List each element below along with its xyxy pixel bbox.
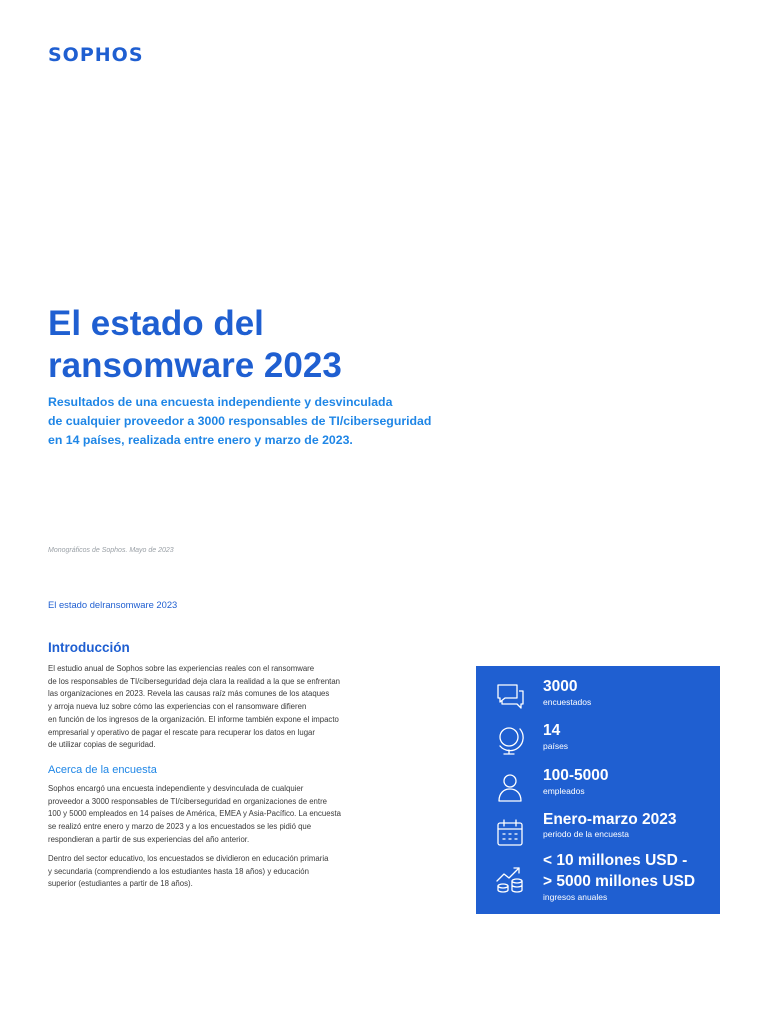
stat-value: Enero-marzo 2023	[543, 811, 677, 828]
stat-label: encuestados	[543, 697, 592, 707]
text-line: se realizó entre enero y marzo de 2023 y a los encuestados se les pidió que	[48, 822, 312, 832]
text-line: de utilizar copias de seguridad.	[48, 740, 156, 750]
title-line: ransomware 2023	[48, 346, 342, 385]
text-line: Dentro del sector educativo, los encuestados se dividieron en educación primaria	[48, 854, 329, 863]
text-line: y secundaria (comprendiendo a los estudiantes hasta 18 años) y educación	[48, 866, 309, 876]
text-line: superior (estudiantes a partir de 18 años).	[48, 879, 193, 889]
page-title	[48, 303, 568, 387]
stat-value: 14	[543, 722, 561, 739]
stat-label: ingresos anuales	[543, 892, 608, 902]
stats-panel	[476, 666, 720, 914]
education-paragraph	[48, 853, 378, 891]
intro-paragraph	[48, 663, 378, 752]
text-line: y arroja nueva luz sobre cómo las experiencias con el ransomware difieren	[48, 702, 307, 712]
subtitle-line: Resultados de una encuesta independiente y desvinculada	[48, 395, 393, 409]
subtitle-line: de cualquier proveedor a 3000 responsables de TI/ciberseguridad	[48, 414, 432, 428]
stat-label: periodo de la encuesta	[543, 829, 630, 839]
text-line: respondieran a partir de sus experiencias del año anterior.	[48, 834, 250, 844]
text-line: proveedor a 3000 responsables de TI/ciberseguridad en organizaciones de entre	[48, 796, 327, 806]
page-subtitle	[48, 393, 488, 450]
subtitle-line: en 14 países, realizada entre enero y marzo de 2023.	[48, 433, 353, 447]
chat-bubbles-icon	[494, 680, 526, 712]
text-line: El estudio anual de Sophos sobre las experiencias reales con el ransomware	[48, 664, 315, 673]
breadcrumb: El estado delransomware 2023	[48, 599, 178, 610]
stat-value: 3000	[543, 678, 578, 695]
intro-heading: Introducción	[48, 640, 130, 655]
globe-icon	[494, 724, 526, 756]
calendar-icon	[494, 817, 526, 849]
stat-value: 100-5000	[543, 767, 609, 784]
person-icon	[494, 771, 526, 803]
about-heading: Acerca de la encuesta	[48, 764, 157, 776]
sophos-logo: SOPHOS	[48, 44, 144, 66]
text-line: 100 y 5000 empleados en 14 países de América, EMEA y Asia-Pacífico. La encuesta	[48, 809, 341, 819]
text-line: en función de los ingresos de la organización. El informe también expone el impacto	[48, 714, 339, 724]
stat-value-range-high: > 5000 millones USD	[543, 873, 696, 890]
stat-label: empleados	[543, 786, 585, 796]
about-paragraph	[48, 783, 378, 847]
stat-value-range-low: < 10 millones USD -	[543, 852, 688, 869]
text-line: empresarial y operativo de pagar el rescate para recuperar los datos en lugar	[48, 727, 315, 737]
text-line: de los responsables de TI/ciberseguridad deja clara la realidad a la que se enfrentan	[48, 676, 340, 686]
publication-note: Monográficos de Sophos. Mayo de 2023	[48, 547, 174, 554]
title-line: El estado del	[48, 304, 264, 343]
text-line: Sophos encargó una encuesta independiente y desvinculada de cualquier	[48, 784, 304, 793]
growth-coins-icon	[494, 862, 526, 894]
stat-label: países	[543, 741, 569, 751]
text-line: las organizaciones en 2023. Revela las causas raíz más comunes de los ataques	[48, 689, 330, 699]
